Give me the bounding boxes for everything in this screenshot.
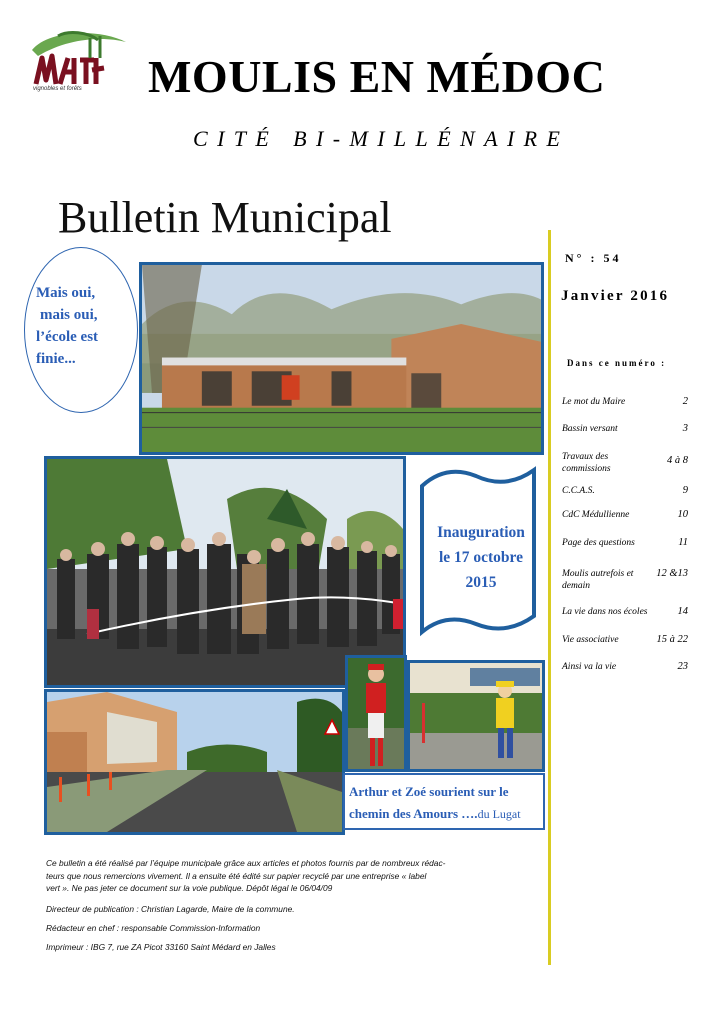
subtitle: CITÉ BI-MILLÉNAIRE [193,126,570,151]
toc-item-page: 12 &13 [656,568,688,579]
toc-item-label: Bassin versant [562,424,618,434]
footer-credits [46,857,546,895]
toc-item-label: Le mot du Maire [562,397,626,407]
caption-line-1: Arthur et Zoé sourient sur le [349,784,509,799]
inauguration-line: Inauguration [437,524,525,541]
oval-line: finie... [36,351,76,367]
footer-editor: Rédacteur en chef : responsable Commission-Information [46,923,261,933]
toc-item-page: 14 [677,606,688,617]
inauguration-line: le 17 octobre [438,549,524,566]
toc-item-label: C.C.A.S. [562,486,595,496]
toc-item-label: Ainsi va la vie [562,662,617,672]
page-title: MOULIS EN MÉDOC [148,51,606,102]
oval-line: Mais oui, [36,285,96,301]
toc-item-label: Travaux des commissions [562,452,611,474]
oval-line: l’école est [36,329,99,345]
toc-item-page: 2 [682,396,688,407]
photo-arthur [345,655,407,772]
toc-heading: Dans ce numéro : [567,358,667,368]
toc-item-page: 10 [677,509,688,520]
toc-item-page: 23 [677,661,688,672]
inauguration-line: 2015 [465,574,497,591]
toc-item-label: CdC Médullienne [562,510,630,520]
caption-main: chemin des Amours …. [349,806,478,821]
toc-item-page: 4 à 8 [667,455,688,466]
photo-road [44,689,345,835]
toc-item-page: 3 [682,423,688,434]
photo-school [139,262,544,455]
issue-number: N° : 54 [565,251,622,265]
caption-line-2 [349,806,521,822]
footer-printer: Imprimeur : IBG 7, rue ZA Picot 33160 Saint Médard en Jalles [46,942,276,952]
caption-small: du Lugat [477,807,521,821]
inauguration-text [426,520,536,595]
yellow-divider [548,230,551,965]
toc-item-page: 15 à 22 [656,634,688,645]
footer-line: Ce bulletin a été réalisé par l’équipe municipale grâce aux articles et photos fournis par de nombreux rédac- [46,858,446,868]
photo-zoe [407,660,545,772]
toc-item-label: Page des questions [562,538,635,548]
toc-item-label: La vie dans nos écoles [562,607,648,617]
footer-line: vert ». Ne pas jeter ce document sur la voie publique. Dépôt légal le 06/04/09 [46,883,333,893]
toc-item-label: Moulis autrefois et demain [562,569,634,591]
footer-director: Directeur de publication : Christian Lagarde, Maire de la commune. [46,904,295,914]
toc-item-page: 11 [678,537,688,548]
footer-line: teurs que nous remercions vivement. Il a ensuite été édité sur papier recyclé par une entreprise « label [46,870,427,881]
oval-line: mais oui, [40,307,98,323]
oval-text [36,282,128,370]
logo-tagline: vignobles et forêts [33,86,82,92]
issue-date: Janvier 2016 [561,288,670,304]
toc-item-page: 9 [682,485,688,496]
toc-item-label: Vie associative [562,635,619,645]
bulletin-title: Bulletin Municipal [58,193,392,242]
photo-ribbon-cutting [44,456,406,688]
